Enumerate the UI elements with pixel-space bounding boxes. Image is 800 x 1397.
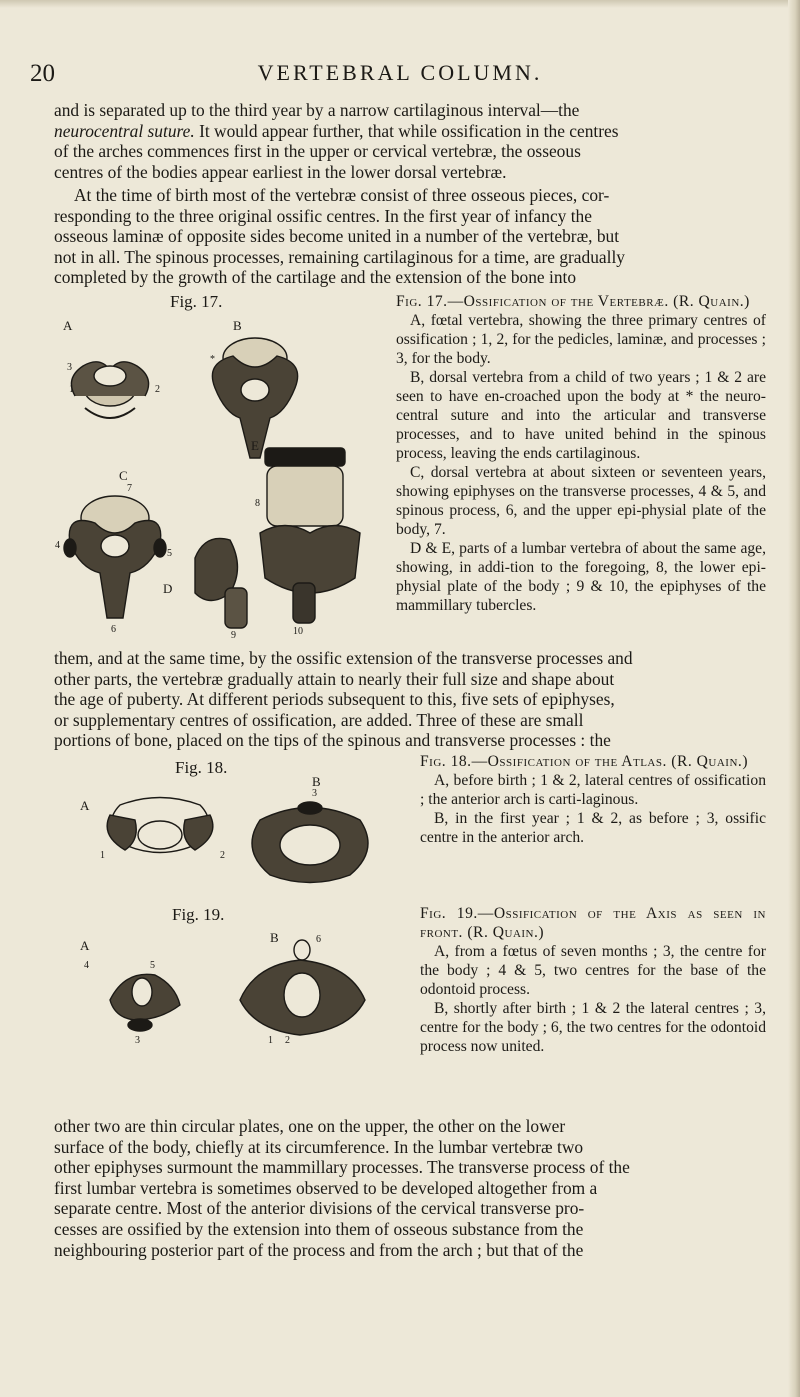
fig17-caption-entry: B, dorsal vertebra from a child of two years ; 1 & 2 are seen to have en-croached upon the body at * the neuro-central suture and into the articular and transverse processes, and to have united behind in the spinous process, leaving the ends cartilaginous. <box>396 369 766 462</box>
text-line: surface of the body, chiefly at its circumference. In the lumbar vertebræ two <box>54 1136 584 1157</box>
text-line: neighbouring posterior part of the process and from the arch ; but that of the <box>54 1239 584 1260</box>
fig19-drawing <box>80 930 380 1050</box>
fig19-panel-a-letter: A <box>80 938 90 953</box>
fig19-num-5: 5 <box>150 960 155 971</box>
fig17-num-6: 6 <box>111 624 116 635</box>
fig17-caption-entry: D & E, parts of a lumbar vertebra of about the same age, showing, in addi-tion to the foregoing, 8, the lower epi-physial plate of the body ; 9 & 10, the epiphyses of the mammillary tubercles. <box>396 540 766 614</box>
fig17-num-1: 1 <box>69 384 74 395</box>
fig19-illustration <box>80 930 380 1050</box>
fig18-caption-entry: B, in the first year ; 1 & 2, as before ; 3, ossific centre in the anterior arch. <box>420 810 766 846</box>
text-line: neurocentral suture. It would appear further, that while ossification in the centres <box>54 120 619 141</box>
text-line: or supplementary centres of ossification, are added. Three of these are small <box>54 709 584 730</box>
fig19-caption-entry: A, from a fœtus of seven months ; 3, the centre for the body ; 4 & 5, two centres for the base of the odontoid process. <box>420 943 766 998</box>
fig17-caption-title: Fig. 17.—Ossification of the Vertebræ. (R. Quain.) <box>396 293 750 310</box>
fig18-num-3: 3 <box>312 788 317 799</box>
page-shadow-right <box>788 0 800 1397</box>
fig17-num-3: 3 <box>67 362 72 373</box>
paragraph-2 <box>54 185 766 288</box>
fig19-panel-b-axis <box>240 940 365 1035</box>
fig17-panel-c-letter: C <box>119 468 128 483</box>
page-header <box>30 60 770 94</box>
fig17-panel-e-vertebra <box>260 448 360 623</box>
text-line: not in all. The spinous processes, remaining cartilaginous for a time, are gradually <box>54 246 625 267</box>
fig19-num-6: 6 <box>316 934 321 945</box>
fig18-caption-title: Fig. 18.—Ossification of the Atlas. (R. Quain.) <box>420 753 749 770</box>
paragraph-3 <box>54 648 766 751</box>
paragraph-4 <box>54 1116 766 1260</box>
fig17-panel-d-letter: D <box>163 581 173 596</box>
fig17-caption-entry: A, fœtal vertebra, showing the three primary centres of ossification ; 1, 2, for the pedicles, laminæ, and processes ; 3, for the body. <box>396 312 766 367</box>
fig17-num-star: * <box>210 354 215 365</box>
fig19-caption-title: Fig. 19.—Ossification of the Axis as seen in front. (R. Quain.) <box>420 905 766 941</box>
running-head: VERTEBRAL COLUMN. <box>257 60 543 85</box>
fig18-panel-a-letter: A <box>80 798 90 813</box>
fig17-illustration <box>55 318 375 648</box>
text-line: and is separated up to the third year by a narrow cartilaginous interval—the <box>54 100 580 120</box>
fig17-caption <box>396 292 766 615</box>
paragraph-1 <box>54 100 766 182</box>
fig17-num-5: 5 <box>167 548 172 559</box>
fig17-num-9: 9 <box>231 630 236 641</box>
fig19-num-3: 3 <box>135 1035 140 1046</box>
fig18-caption-entry: A, before birth ; 1 & 2, lateral centres of ossification ; the anterior arch is carti-laginous. <box>420 772 766 808</box>
text-line: portions of bone, placed on the tips of the spinous and transverse processes : the <box>54 730 611 751</box>
fig17-panel-e-letter: E <box>251 438 259 453</box>
text-line: other parts, the vertebræ gradually attain to nearly their full size and shape about <box>54 668 615 689</box>
fig17-num-10: 10 <box>293 626 303 637</box>
fig18-panel-b-letter: B <box>312 774 321 789</box>
fig17-caption-entry: C, dorsal vertebra at about sixteen or seventeen years, showing epiphyses on the transverse processes, 4 & 5, and spinous process, 6, and the upper epi-physial plate of the body, 7. <box>396 464 766 538</box>
fig19-num-1: 1 <box>268 1035 273 1046</box>
text-line: separate centre. Most of the anterior divisions of the cervical transverse pro- <box>54 1198 585 1219</box>
text-line: responding to the three original ossific centres. In the first year of infancy the <box>54 205 592 226</box>
fig19-num-2: 2 <box>285 1035 290 1046</box>
text-line: At the time of birth most of the vertebræ consist of three osseous pieces, cor- <box>74 185 610 205</box>
term-neurocentral-suture: neurocentral suture. <box>54 120 195 141</box>
fig18-label: Fig. 18. <box>175 758 228 777</box>
text-line: other epiphyses surmount the mammillary processes. The transverse process of the <box>54 1157 630 1178</box>
fig19-panel-a-axis <box>110 974 180 1031</box>
text-line: the age of puberty. At different periods subsequent to this, five sets of epiphyses, <box>54 689 615 710</box>
fig17-panel-a-vertebra <box>71 362 148 418</box>
text-line: osseous laminæ of opposite sides become united in a number of the vertebræ, but <box>54 226 620 247</box>
fig18-panel-a-atlas <box>107 798 213 853</box>
fig18-num-1: 1 <box>100 850 105 861</box>
fig17-label: Fig. 17. <box>170 292 223 311</box>
fig17-num-7: 7 <box>127 483 132 494</box>
fig19-label: Fig. 19. <box>172 905 225 924</box>
text-line: completed by the growth of the cartilage and the extension of the bone into <box>54 267 577 288</box>
fig17-panel-d-vertebra <box>195 538 247 628</box>
text-line: cesses are ossified by the extension into them of osseous substance from the <box>54 1218 584 1239</box>
fig17-drawing <box>55 318 375 648</box>
fig17-panel-c-vertebra <box>64 496 166 618</box>
fig18-num-2: 2 <box>220 850 225 861</box>
fig17-num-8: 8 <box>255 498 260 509</box>
fig18-caption <box>420 752 766 847</box>
fig17-panel-b-letter: B <box>233 318 242 333</box>
fig17-panel-a-letter: A <box>63 318 73 333</box>
text-line: of the arches commences first in the upper or cervical vertebræ, the osseous <box>54 141 581 162</box>
fig19-caption-entry: B, shortly after birth ; 1 & 2 the lateral centres ; 3, centre for the body ; 6, the two centres for the odontoid process now united. <box>420 1000 766 1055</box>
fig17-num-2: 2 <box>155 384 160 395</box>
text-line: other two are thin circular plates, one on the upper, the other on the lower <box>54 1116 566 1136</box>
page-number: 20 <box>30 60 55 87</box>
text-line: them, and at the same time, by the ossific extension of the transverse processes and <box>54 648 633 668</box>
fig18-illustration <box>80 774 380 900</box>
page-shadow-top <box>0 0 800 8</box>
fig18-drawing <box>80 780 380 900</box>
text-line: first lumbar vertebra is sometimes observed to be developed altogether from a <box>54 1177 598 1198</box>
fig17-num-4: 4 <box>55 540 60 551</box>
fig18-panel-b-atlas <box>252 802 368 883</box>
fig19-panel-b-letter: B <box>270 930 279 945</box>
fig19-num-4: 4 <box>84 960 89 971</box>
text-line: centres of the bodies appear earliest in the lower dorsal vertebræ. <box>54 161 507 182</box>
fig19-caption <box>420 904 766 1056</box>
